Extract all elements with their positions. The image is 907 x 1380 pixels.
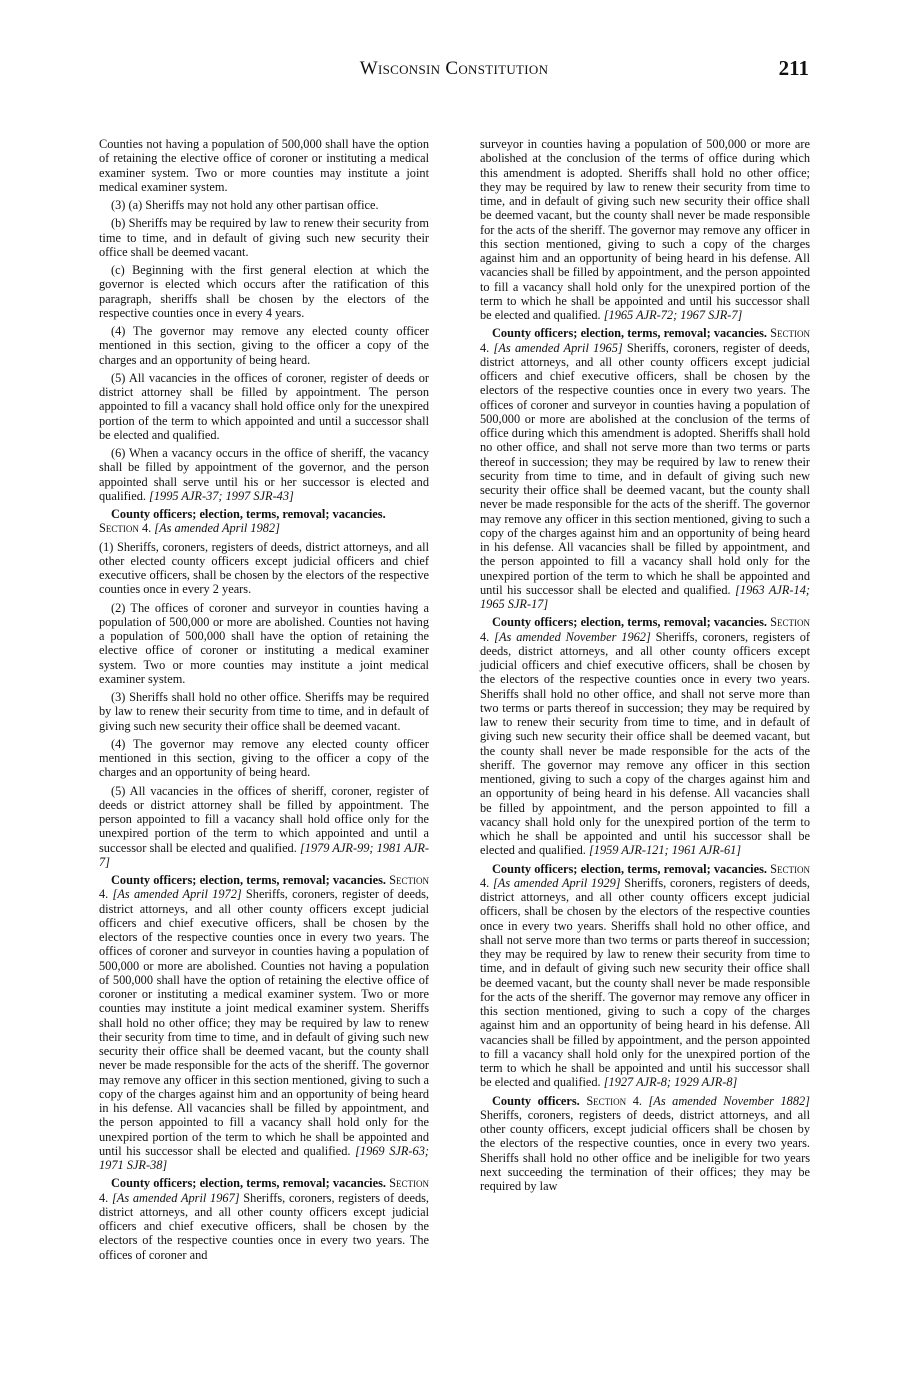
section-label: Section xyxy=(770,615,810,630)
paragraph: (4) The governor may remove any elected county officer mentioned in this section, giving to the officer a copy of the charges and an opportunity of being heard. xyxy=(99,736,429,780)
amendment-note: [As amended April 1967] xyxy=(112,1190,240,1205)
section-heading: County officers; election, terms, removal; vacancies. xyxy=(492,861,767,876)
section-label: Section xyxy=(586,1093,627,1108)
section-label: Section xyxy=(389,873,429,887)
section-entry xyxy=(99,507,429,536)
section-entry xyxy=(480,326,810,611)
paragraph: (c) Beginning with the first general election at which the governor is elected which occurs after the ratification of this paragraph, sheriffs shall be chosen by the electors of the respective counties once in every 4 years. xyxy=(99,263,429,320)
history-citation: [1963 AJR-14; 1965 SJR-17] xyxy=(480,582,810,611)
paragraph-text: (6) When a vacancy occurs in the office of sheriff, the vacancy shall be filled by appointment of the governor, and the person appointed shall serve until his or her successor is elected and qualified. xyxy=(99,446,429,503)
section-number: 4. xyxy=(138,521,155,536)
section-number: 4. xyxy=(480,875,493,890)
paragraph-text: surveyor in counties having a population of 500,000 or more are abolished at the conclusion of the terms of office during which this amendment is adopted. Sheriffs shall hold no other office; they may be required by law to renew their security from time to time, and in default of giving such new security their office shall be deemed vacant, but the county shall never be made responsible for the acts of the sheriff. The governor may remove any officer in this section mentioned, giving to such a copy of the charges against him and an opportunity of being heard in his defense. All vacancies shall be filled by appointment, and the person appointed to fill a vacancy shall hold only for the unexpired portion of the term to which he shall be appointed and until his successor shall be elected and qualified. xyxy=(480,137,810,322)
section-number: 4. xyxy=(480,629,495,644)
paragraph: (2) The offices of coroner and surveyor in counties having a population of 500,000 or more are abolished. Counties not having a population of 500,000 shall have the option of retaining the elective office of coroner or instituting a medical examiner system. Two or more counties may institute a joint medical examiner system. xyxy=(99,600,429,686)
section-body: Sheriffs, coroners, register of deeds, district attorneys, and all other county officers except judicial officers and chief executive officers, shall be chosen by the electors of the respective counties once in every two years. The offices of coroner and surveyor in counties having a population of 500,000 or more are abolished at the conclusion of the terms of office during which this amendment is adopted. Sheriffs shall hold no other office, and shall not serve more than two terms or parts thereof in succession; they may be required by law to renew their security from time to time, and in default of giving such new security their office shall be deemed vacant, but the county shall never be made responsible for the acts of the sheriff. The governor may remove any officer in this section mentioned, giving to such a copy of the charges against him and an opportunity of being heard in his defense. All vacancies shall be filled by appointment, and the person appointed to fill a vacancy shall hold only for the unexpired portion of the term to which he shall be appointed and until his successor shall be elected and qualified. xyxy=(480,340,811,597)
history-citation: [1979 AJR-99; 1981 AJR-7] xyxy=(99,840,429,869)
section-entry xyxy=(480,862,810,1090)
history-citation: [1969 SJR-63; 1971 SJR-38] xyxy=(99,1143,429,1172)
paragraph: (b) Sheriffs may be required by law to renew their security from time to time, and in default of giving such new security their office shall be deemed vacant. xyxy=(99,216,429,259)
paragraph-text: (5) All vacancies in the offices of sheriff, coroner, register of deeds or district attorney shall be filled by appointment. The person appointed to fill a vacancy shall hold office only for the unexpired portion of the term to which appointed and until a successor shall be elected and qualified. xyxy=(99,783,429,855)
history-citation: [1995 AJR-37; 1997 SJR-43] xyxy=(149,488,294,503)
section-entry xyxy=(480,615,810,857)
paragraph: Counties not having a population of 500,000 shall have the option of retaining the elective office of coroner or instituting a medical examiner system. Two or more counties may institute a joint medical examiner system. xyxy=(99,137,429,194)
history-citation: [1959 AJR-121; 1961 AJR-61] xyxy=(588,843,742,858)
section-body: Sheriffs, coroners, registers of deeds, district attorneys, and all other county officers except judicial officers and chief executive officers, shall be chosen by the electors of the respective counties once in every two years. The offices of coroner and xyxy=(99,1190,430,1262)
section-entry xyxy=(99,1176,429,1262)
section-heading: County officers; election, terms, removal; vacancies. xyxy=(111,507,386,521)
amendment-note: [As amended April 1965] xyxy=(493,340,623,355)
section-heading: County officers; election, terms, removal; vacancies. xyxy=(492,615,767,630)
page-number: 211 xyxy=(778,56,809,80)
section-heading: County officers. xyxy=(492,1093,580,1108)
section-body: Sheriffs, coroners, registers of deeds, district attorneys, and all other county officers except judicial officers, shall be chosen by the electors of the respective counties once in every two years. Sheriffs shall hold no other office, and shall not serve more than two terms or parts thereof in succession; they may be required by law to renew their security from time to time, and in default of giving such new security their office shall be deemed vacant, but the county shall never be made responsible for the acts of the sheriff. The governor may remove any officer in this section mentioned, giving to such a copy of the charges against him and an opportunity of being heard in his defense. All vacancies shall be filled by appointment, and the person appointed to fill a vacancy shall hold only for the unexpired portion of the term to which he shall be appointed and until his successor shall be elected and qualified. xyxy=(480,875,811,1090)
section-number: 4. xyxy=(99,1190,112,1205)
section-heading: County officers; election, terms, removal; vacancies. xyxy=(492,326,767,341)
section-body: Sheriffs, coroners, registers of deeds, district attorneys, and all other county officers except judicial officers and chief executive officers, shall be chosen by the electors of the respective counties once in every two years. Sheriffs shall hold no other office, and shall not serve more than two terms or parts thereof in succession; they may be required by law to renew their security from time to time, and in default of giving such new security their office shall be deemed vacant, but the county shall never be made responsible for the acts of the sheriff. The governor may remove any officer in this section mentioned, giving to such a copy of the charges against him and an opportunity of being heard in his defense. All vacancies shall be filled by appointment, and the person appointed to fill a vacancy shall hold only for the unexpired portion of the term to which he shall be appointed and until his successor shall be elected and qualified. xyxy=(480,629,810,858)
paragraph: (1) Sheriffs, coroners, registers of deeds, district attorneys, and all other elected county officers except judicial officers and chief executive officers, shall be chosen by the electors of the respective counties once in every 2 years. xyxy=(99,539,429,597)
running-header-title: Wisconsin Constitution xyxy=(359,58,549,79)
history-citation: [1927 AJR-8; 1929 AJR-8] xyxy=(603,1075,738,1090)
section-body: Sheriffs, coroners, register of deeds, district attorneys, and all other county officers except judicial officers and chief executive officers, shall be chosen by the electors of the respective counties once in every two years. The offices of coroner and surveyor in counties having a population of 500,000 or more are abolished. Counties not having a population of 500,000 shall have the option of retaining the elective office of coroner or instituting a medical examiner system. Two or more counties may institute a joint medical examiner system. Sheriffs shall hold no other office; they may be required by law to renew their security from time to time, and in default of giving such new security their office shall be deemed vacant, but the county shall never be made responsible for the acts of the sheriff. The governor may remove any officer in this section mentioned, giving to such a copy of the charges against him and an opportunity of being heard in his defense. All vacancies shall be filled by appointment, and the person appointed to fill a vacancy shall hold only for the unexpired portion of the term to which he shall be appointed and until his successor shall be elected and qualified. xyxy=(99,887,430,1158)
section-number: 4. xyxy=(99,887,113,902)
amendment-note: [As amended April 1982] xyxy=(154,521,280,536)
section-entry xyxy=(480,1094,810,1194)
amendment-note: [As amended November 1962] xyxy=(494,629,651,644)
paragraph: (5) All vacancies in the offices of coroner, register of deeds or district attorney shall be filled by appointment. The person appointed to fill a vacancy shall hold office only for the unexpired portion of the term to which appointed and until a successor shall be elected and qualified. xyxy=(99,370,429,442)
paragraph xyxy=(99,784,429,870)
section-entry xyxy=(99,873,429,1172)
paragraph xyxy=(480,137,810,322)
section-label: Section xyxy=(99,521,139,536)
section-label: Section xyxy=(770,326,810,341)
section-label: Section xyxy=(389,1176,429,1191)
amendment-note: [As amended April 1929] xyxy=(493,875,621,890)
section-body: Sheriffs, coroners, registers of deeds, district attorneys, and all other county officers, except judicial officers shall be chosen by the electors of the respective counties, once in every two years. Sheriffs shall hold no other office and be ineligible for two years next succeeding the termination of their offices; they may be required by law xyxy=(480,1107,810,1193)
section-heading: County officers; election, terms, removal; vacancies. xyxy=(111,1176,386,1191)
section-number: 4. xyxy=(626,1093,649,1108)
left-column xyxy=(99,137,429,1266)
section-label: Section xyxy=(770,861,810,876)
section-number: 4. xyxy=(480,340,494,355)
paragraph: (3) (a) Sheriffs may not hold any other partisan office. xyxy=(111,198,379,212)
right-column xyxy=(480,137,810,1197)
amendment-note: [As amended November 1882] xyxy=(648,1093,810,1108)
paragraph: (4) The governor may remove any elected county officer mentioned in this section, giving to the officer a copy of the charges and an opportunity of being heard. xyxy=(99,324,429,367)
section-heading: County officers; election, terms, removal; vacancies. xyxy=(111,873,386,887)
history-citation: [1965 AJR-72; 1967 SJR-7] xyxy=(603,308,743,322)
amendment-note: [As amended April 1972] xyxy=(112,887,242,902)
running-header xyxy=(99,58,809,88)
paragraph xyxy=(99,446,429,503)
paragraph: (3) Sheriffs shall hold no other office. Sheriffs may be required by law to renew their security from time to time, and in default of giving such new security their office shall be deemed vacant. xyxy=(99,690,429,733)
